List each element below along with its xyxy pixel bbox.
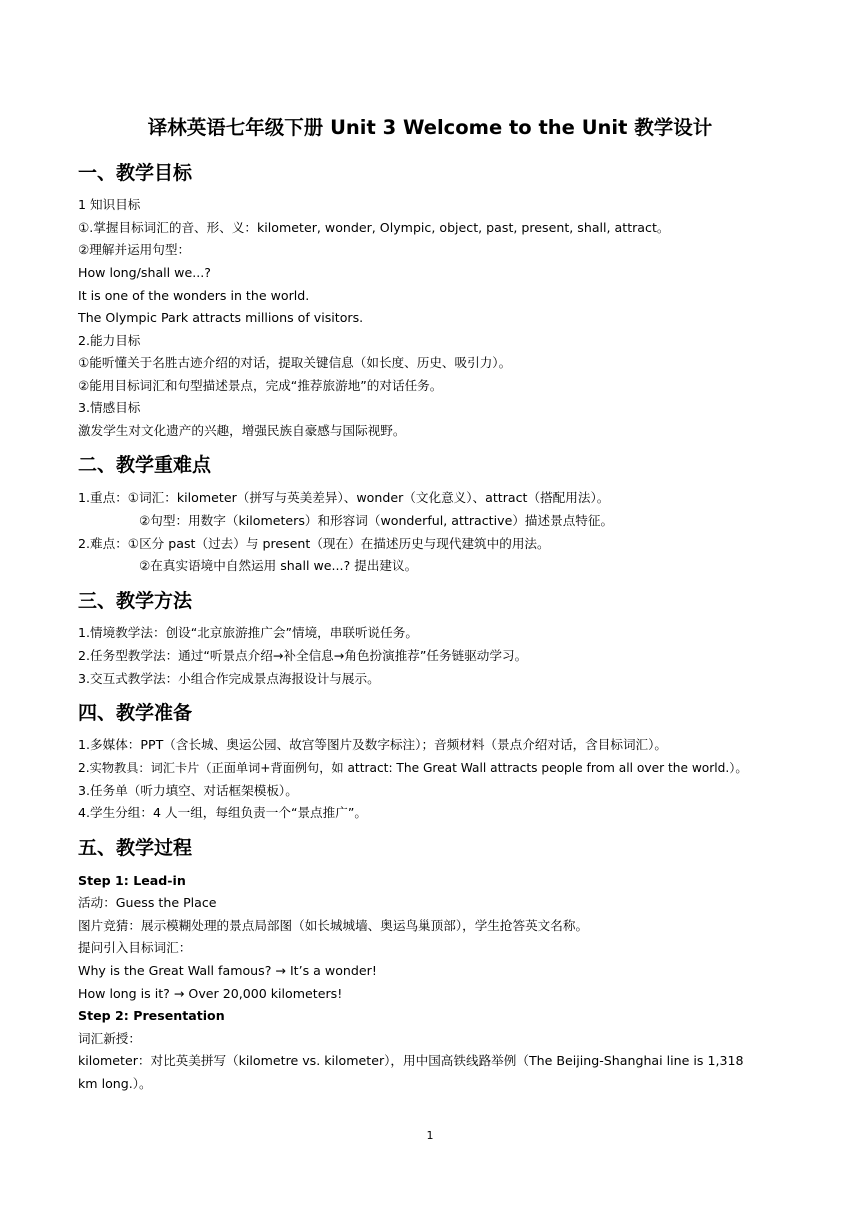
- text-line: How long is it? → Over 20,000 kilometers!: [78, 986, 343, 1001]
- text-line: ②能用目标词汇和句型描述景点，完成“推荐旅游地”的对话任务。: [78, 378, 443, 393]
- text-line: 激发学生对文化遗产的兴趣，增强民族自豪感与国际视野。: [78, 423, 406, 438]
- text-line: How long/shall we...?: [78, 265, 211, 280]
- text-line: It is one of the wonders in the world.: [78, 288, 310, 303]
- page-number: 1: [426, 1129, 434, 1142]
- text-line: 4.学生分组：4 人一组，每组负责一个“景点推广”。: [78, 805, 367, 820]
- step-heading: Step 1: Lead-in: [78, 873, 186, 888]
- text-line: 2.实物教具：词汇卡片（正面单词+背面例句，如 attract: The Great Wall attracts people from all over the world.）。: [78, 761, 748, 775]
- section-heading-methods: 三、教学方法: [78, 590, 193, 612]
- text-line: ①.掌握目标词汇的音、形、义：kilometer, wonder, Olympic, object, past, present, shall, attract。: [78, 220, 670, 235]
- section-heading-key-points: 二、教学重难点: [78, 454, 212, 476]
- text-line: The Olympic Park attracts millions of visitors.: [78, 310, 364, 325]
- text-line: ②在真实语境中自然运用 shall we...? 提出建议。: [139, 558, 418, 573]
- text-line: kilometer：对比英美拼写（kilometre vs. kilometer），用中国高铁线路举例（The Beijing-Shanghai line is 1,318: [78, 1053, 744, 1068]
- text-line: ②理解并运用句型：: [78, 242, 191, 257]
- text-line: ①能听懂关于名胜古迹介绍的对话，提取关键信息（如长度、历史、吸引力）。: [78, 355, 512, 370]
- text-line: ②句型：用数字（kilometers）和形容词（wonderful, attractive）描述景点特征。: [139, 513, 614, 528]
- text-line: 3.情感目标: [78, 400, 141, 415]
- text-line: Why is the Great Wall famous? → It’s a wonder!: [78, 963, 377, 978]
- step-heading: Step 2: Presentation: [78, 1008, 225, 1023]
- text-line: 提问引入目标词汇：: [78, 940, 192, 955]
- text-line: 1.重点：①词汇：kilometer（拼写与英美差异）、wonder（文化意义）、attract（搭配用法）。: [78, 490, 610, 505]
- text-line: 2.难点：①区分 past（过去）与 present（现在）在描述历史与现代建筑中的用法。: [78, 536, 550, 551]
- text-line: 2.能力目标: [78, 333, 141, 348]
- text-line: 词汇新授：: [78, 1031, 141, 1046]
- text-line: 活动：Guess the Place: [78, 895, 217, 910]
- section-heading-preparation: 四、教学准备: [78, 702, 193, 724]
- text-line: 1 知识目标: [78, 197, 141, 212]
- text-line: km long.）。: [78, 1076, 152, 1091]
- text-line: 2.任务型教学法：通过“听景点介绍→补全信息→角色扮演推荐”任务链驱动学习。: [78, 648, 528, 663]
- section-heading-process: 五、教学过程: [78, 837, 193, 859]
- text-line: 1.情境教学法：创设“北京旅游推广会”情境，串联听说任务。: [78, 625, 418, 640]
- document-title: 译林英语七年级下册 Unit 3 Welcome to the Unit 教学设计: [147, 116, 713, 139]
- text-line: 1.多媒体：PPT（含长城、奥运公园、故宫等图片及数字标注）；音频材料（景点介绍对话，含目标词汇）。: [78, 737, 668, 752]
- text-line: 3.任务单（听力填空、对话框架模板）。: [78, 783, 298, 798]
- text-line: 图片竞猜：展示模糊处理的景点局部图（如长城城墙、奥运鸟巢顶部），学生抢答英文名称。: [78, 918, 589, 933]
- text-line: 3.交互式教学法：小组合作完成景点海报设计与展示。: [78, 671, 380, 686]
- section-heading-objectives: 一、教学目标: [78, 162, 193, 184]
